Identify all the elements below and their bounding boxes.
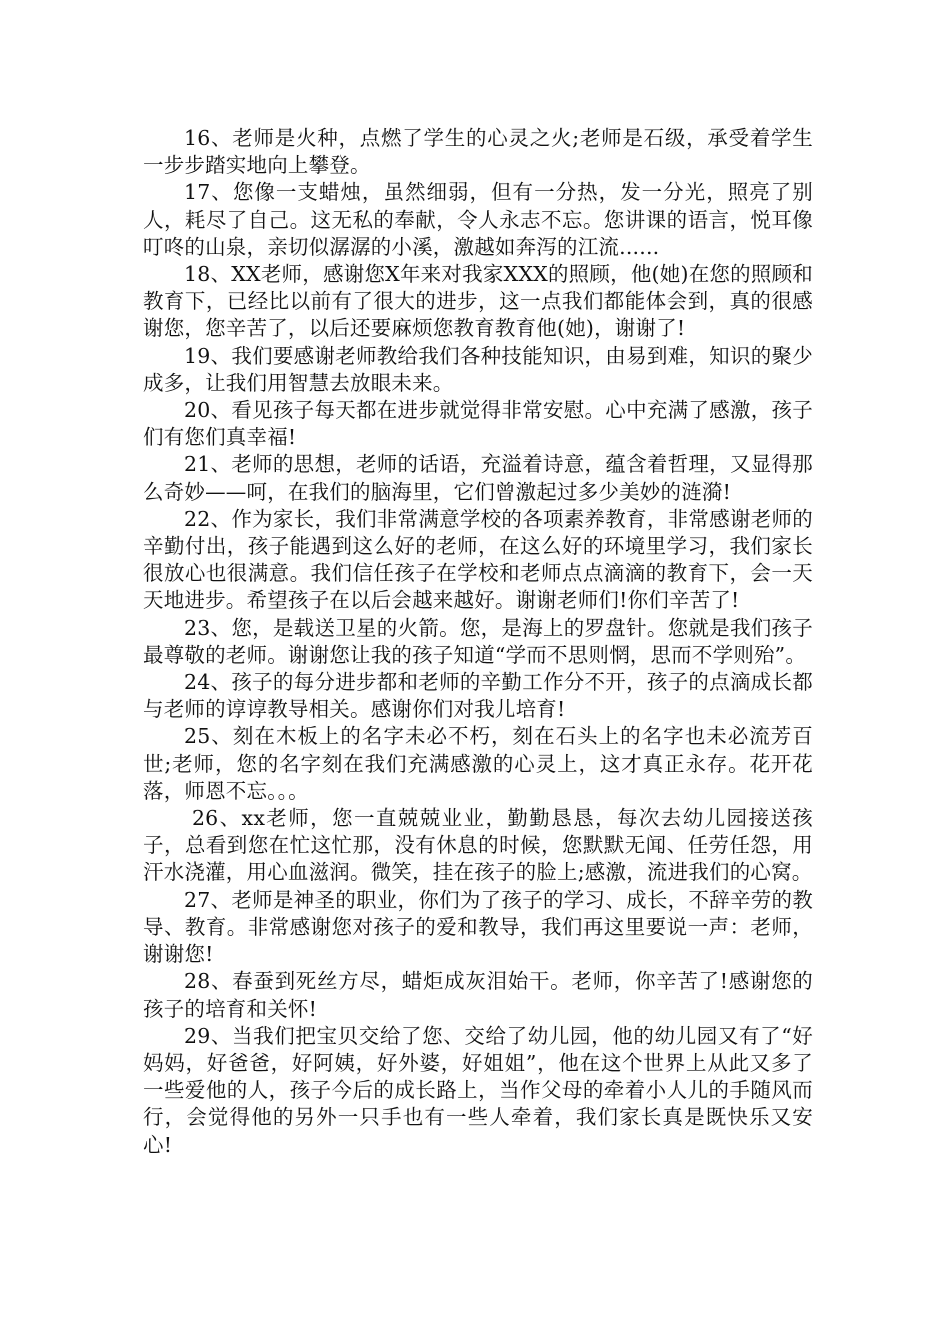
paragraph-18: 18、XX老师，感谢您X年来对我家XXX的照顾，他(她)在您的照顾和教育下，已经比以前有了很大的进步，这一点我们都能体会到，真的很感谢您，您辛苦了，以后还要麻烦您教育教育他(她)，谢谢了! (143, 262, 813, 341)
paragraph-27: 27、老师是神圣的职业，你们为了孩子的学习、成长，不辞辛劳的教导、教育。非常感谢您对孩子的爱和教导，我们再这里要说一声：老师，谢谢您! (143, 887, 813, 967)
paragraph-28: 28、春蚕到死丝方尽，蜡炬成灰泪始干。老师，你辛苦了!感谢您的孩子的培育和关怀! (143, 969, 813, 1021)
paragraph-22: 22、作为家长，我们非常满意学校的各项素养教育，非常感谢老师的辛勤付出，孩子能遇到这么好的老师，在这么好的环境里学习，我们家长很放心也很满意。我们信任孩子在学校和老师点点滴滴的教育下，会一天天地进步。希望孩子在以后会越来越好。谢谢老师们!你们辛苦了! (143, 506, 813, 613)
paragraph-25: 25、刻在木板上的名字未必不朽，刻在石头上的名字也未必流芳百世;老师，您的名字刻在我们充满感激的心灵上，这才真正永存。花开花落，师恩不忘。。。 (143, 724, 813, 803)
paragraph-16: 16、老师是火种，点燃了学生的心灵之火;老师是石级，承受着学生一步步踏实地向上攀登。 (143, 126, 813, 178)
paragraph-23: 23、您，是载送卫星的火箭。您，是海上的罗盘针。您就是我们孩子最尊敬的老师。谢谢您让我的孩子知道“学而不思则惘，思而不学则殆”。 (143, 615, 813, 667)
paragraph-21: 21、老师的思想，老师的话语，充溢着诗意，蕴含着哲理，又显得那么奇妙——呵，在我们的脑海里，它们曾激起过多少美妙的涟漪! (143, 452, 813, 504)
paragraph-17: 17、您像一支蜡烛，虽然细弱，但有一分热，发一分光，照亮了别人，耗尽了自己。这无私的奉献，令人永志不忘。您讲课的语言，悦耳像叮咚的山泉，亲切似潺潺的小溪，激越如奔泻的江流...... (143, 180, 813, 259)
paragraph-20: 20、看见孩子每天都在进步就觉得非常安慰。心中充满了感激，孩子们有您们真幸福! (143, 398, 813, 450)
paragraph-24: 24、孩子的每分进步都和老师的辛勤工作分不开，孩子的点滴成长都与老师的谆谆教导相关。感谢你们对我儿培育! (143, 670, 813, 722)
paragraph-26: 26、xx老师，您一直兢兢业业，勤勤恳恳，每次去幼儿园接送孩子，总看到您在忙这忙那，没有休息的时候，您默默无闻、任劳任怨，用汗水浇灌，用心血滋润。微笑，挂在孩子的脸上;感激，流进我们的心窝。 (143, 806, 813, 885)
paragraph-19: 19、我们要感谢老师教给我们各种技能知识，由易到难，知识的聚少成多，让我们用智慧去放眼未来。 (143, 343, 813, 395)
document-body (143, 125, 813, 1159)
paragraph-29: 29、当我们把宝贝交给了您、交给了幼儿园，他的幼儿园又有了“好妈妈，好爸爸，好阿姨，好外婆，好姐姐”，他在这个世界上从此又多了一些爱他的人，孩子今后的成长路上，当作父母的牵着小人儿的手随风而行，会觉得他的另外一只手也有一些人牵着，我们家长真是既快乐又安心! (143, 1023, 813, 1157)
